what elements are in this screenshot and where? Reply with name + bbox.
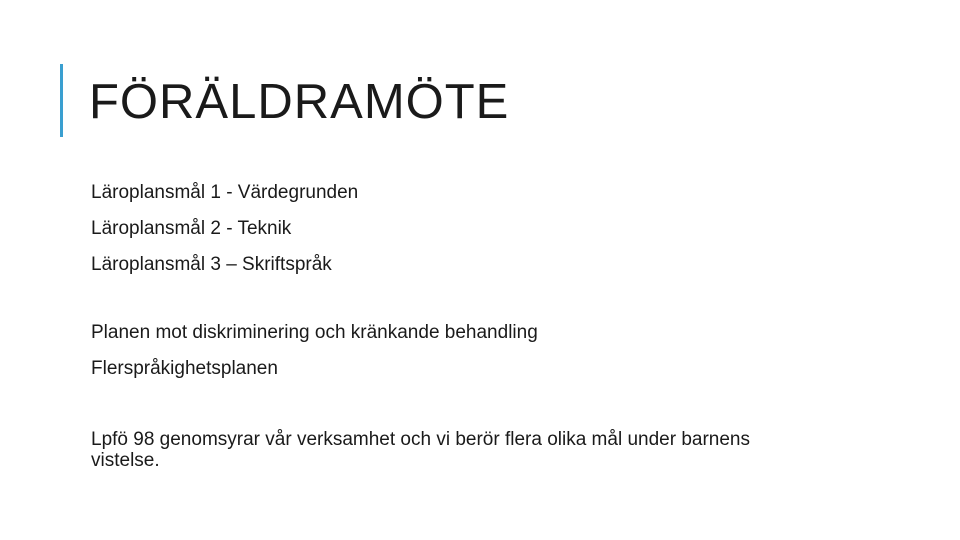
body-line-laroplansmal-3: Läroplansmål 3 – Skriftspråk (91, 254, 332, 275)
slide-title: FÖRÄLDRAMÖTE (89, 75, 510, 129)
body-line-laroplansmal-2: Läroplansmål 2 - Teknik (91, 218, 292, 239)
body-line-laroplansmal-1: Läroplansmål 1 - Värdegrunden (91, 182, 359, 203)
body-line-diskriminering-plan: Planen mot diskriminering och kränkande behandling (91, 322, 538, 343)
title-accent-bar (60, 64, 63, 137)
body-line-lpfo-98: Lpfö 98 genomsyrar vår verksamhet och vi berör flera olika mål under barnens vistelse. (91, 429, 750, 471)
body-line-flersprakighetsplan: Flerspråkighetsplanen (91, 358, 278, 379)
